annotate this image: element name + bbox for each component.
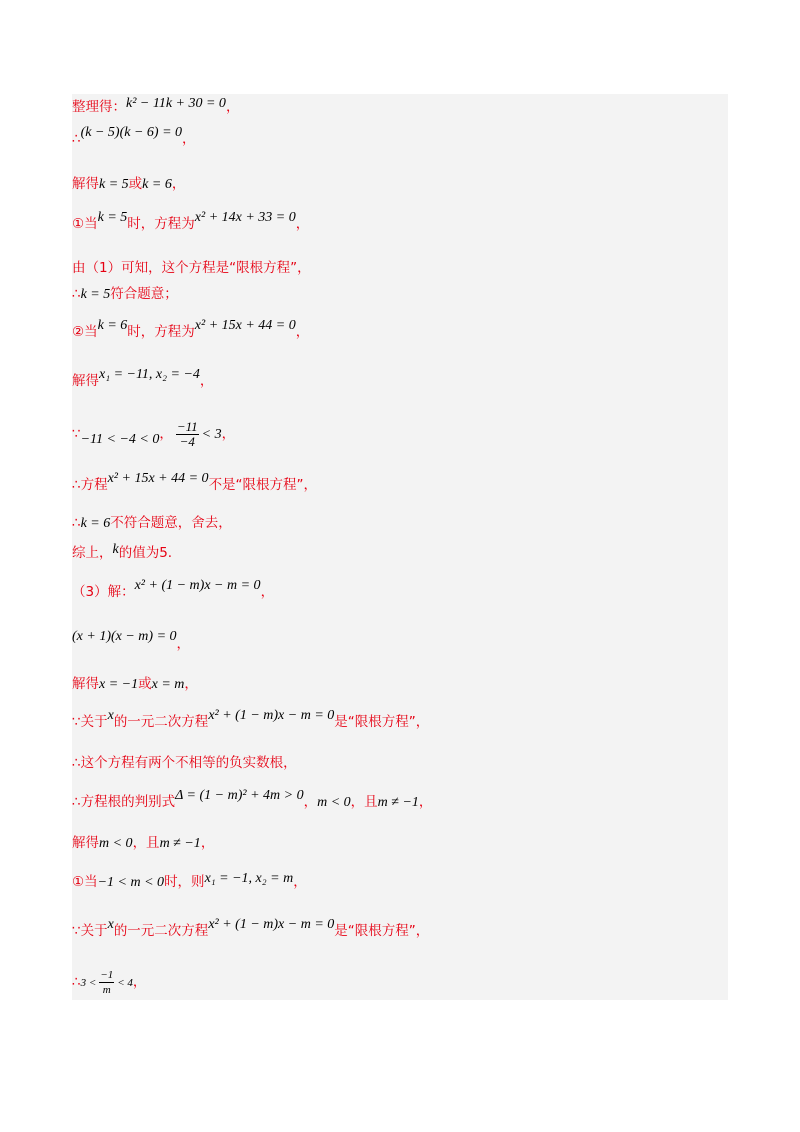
text: ， bbox=[176, 636, 191, 652]
text: 解得 bbox=[72, 176, 99, 192]
text: ， bbox=[221, 426, 236, 442]
text: 的一元二次方程 bbox=[113, 923, 209, 939]
line-20 bbox=[72, 873, 307, 892]
text: 综上， bbox=[72, 545, 113, 561]
text: ①当 bbox=[72, 874, 98, 890]
equation: −11 < −4 < 0 bbox=[80, 432, 160, 447]
text: ， bbox=[132, 974, 147, 990]
text: ， bbox=[171, 176, 186, 192]
line-3 bbox=[72, 175, 185, 194]
line-4 bbox=[72, 210, 310, 234]
text: ∴方程根的判别式 bbox=[72, 794, 176, 810]
text: 解得 bbox=[72, 373, 99, 389]
text: ， bbox=[200, 835, 215, 851]
line-22 bbox=[72, 968, 146, 997]
equation: x² + (1 − m)x − m = 0 bbox=[134, 578, 261, 593]
text: 是“限根方程”， bbox=[334, 923, 430, 939]
line-16 bbox=[72, 708, 430, 732]
therefore-symbol: ∴ bbox=[72, 974, 81, 990]
line-21 bbox=[72, 917, 430, 941]
line-1 bbox=[72, 98, 239, 117]
text: 或 bbox=[138, 676, 152, 692]
equation: x² + 14x + 33 = 0 bbox=[194, 210, 296, 225]
equation: Δ = (1 − m)² + 4m > 0 bbox=[175, 788, 304, 803]
text: ②当 bbox=[72, 324, 98, 340]
equation: x = −1 bbox=[99, 677, 139, 692]
text: ， bbox=[303, 794, 318, 810]
equation: x² + 15x + 44 = 0 bbox=[107, 471, 209, 486]
equation: k = 6 bbox=[142, 177, 172, 192]
text: ∴方程 bbox=[72, 477, 108, 493]
text: ， bbox=[295, 324, 310, 340]
text: 不是“限根方程”， bbox=[208, 477, 318, 493]
equation: k = 6 bbox=[97, 318, 128, 333]
line-7 bbox=[72, 318, 310, 342]
text: ①当 bbox=[72, 216, 98, 232]
text: （3）解： bbox=[72, 584, 135, 600]
text: 解得 bbox=[72, 676, 99, 692]
equation: < 3 bbox=[201, 427, 222, 442]
text: ， bbox=[260, 584, 275, 600]
fraction-numerator: −1 bbox=[100, 969, 114, 981]
line-13 bbox=[72, 578, 275, 602]
equation: x₁ = −1, x₂ = m bbox=[204, 871, 294, 886]
text: 的值为5. bbox=[118, 545, 173, 561]
fraction bbox=[176, 420, 199, 449]
variable: x bbox=[107, 917, 114, 932]
text: 或 bbox=[128, 176, 143, 192]
text: 由（1）可知，这个方程是“限根方程”， bbox=[72, 260, 311, 276]
equation: k = 5 bbox=[97, 210, 128, 225]
equation: x₁ = −11, x₂ = −4 bbox=[99, 367, 200, 382]
equation: x² + (1 − m)x − m = 0 bbox=[208, 917, 335, 932]
fraction-denominator: −4 bbox=[179, 434, 195, 449]
text: ， bbox=[295, 216, 310, 232]
equation: m < 0 bbox=[317, 795, 351, 810]
equation: (x + 1)(x − m) = 0 bbox=[72, 629, 177, 644]
therefore-symbol: ∴ bbox=[72, 131, 81, 147]
line-14 bbox=[72, 627, 191, 652]
line-19 bbox=[72, 834, 214, 853]
variable: k bbox=[112, 542, 119, 557]
text: ∵关于 bbox=[72, 923, 108, 939]
text: ， bbox=[182, 131, 196, 147]
line-10 bbox=[72, 471, 318, 495]
text: ， bbox=[159, 426, 173, 442]
line-2 bbox=[72, 125, 196, 149]
because-symbol: ∵ bbox=[72, 426, 81, 442]
text: ，且 bbox=[350, 794, 378, 810]
equation: 3 < bbox=[80, 977, 97, 989]
text: ， bbox=[418, 794, 433, 810]
line-5 bbox=[72, 259, 311, 277]
text: 时，则 bbox=[164, 874, 205, 890]
equation: k = 6 bbox=[80, 516, 111, 531]
text: ∴这个方程有两个不相等的负实数根， bbox=[72, 755, 297, 771]
equation: x² + (1 − m)x − m = 0 bbox=[208, 708, 335, 723]
equation: m ≠ −1 bbox=[159, 836, 201, 851]
equation: m ≠ −1 bbox=[377, 795, 419, 810]
equation: k = 5 bbox=[80, 287, 111, 302]
equation: m < 0 bbox=[99, 836, 133, 851]
line-9 bbox=[72, 420, 235, 449]
equation: x² + 15x + 44 = 0 bbox=[194, 318, 296, 333]
therefore-symbol: ∴ bbox=[72, 286, 81, 302]
text: 解得 bbox=[72, 835, 99, 851]
fraction bbox=[99, 968, 114, 997]
variable: x bbox=[107, 708, 114, 723]
equation: −1 < m < 0 bbox=[97, 875, 165, 890]
text: ， bbox=[225, 99, 240, 115]
text: 不符合题意，舍去， bbox=[110, 515, 232, 531]
equation: < 4 bbox=[117, 977, 133, 989]
line-8 bbox=[72, 367, 214, 391]
equation: (k − 5)(k − 6) = 0 bbox=[80, 125, 183, 140]
equation: x = m bbox=[151, 677, 185, 692]
text: ， bbox=[293, 874, 307, 890]
line-6 bbox=[72, 285, 178, 304]
text: ∵关于 bbox=[72, 714, 108, 730]
equation: k = 5 bbox=[99, 177, 129, 192]
text: 时，方程为 bbox=[127, 324, 195, 340]
text: 符合题意； bbox=[110, 286, 178, 302]
line-17 bbox=[72, 754, 297, 772]
therefore-symbol: ∴ bbox=[72, 515, 81, 531]
text: 整理得： bbox=[72, 99, 126, 115]
text: ， bbox=[199, 373, 214, 389]
equation: k² − 11k + 30 = 0 bbox=[126, 96, 226, 111]
text: ， bbox=[184, 676, 198, 692]
text: 的一元二次方程 bbox=[113, 714, 209, 730]
fraction-denominator: m bbox=[102, 984, 111, 996]
text: ，且 bbox=[132, 835, 160, 851]
fraction-numerator: −11 bbox=[176, 419, 198, 434]
line-11 bbox=[72, 514, 232, 533]
line-15 bbox=[72, 675, 198, 694]
text: 是“限根方程”， bbox=[334, 714, 430, 730]
line-12 bbox=[72, 544, 172, 563]
text: 时，方程为 bbox=[127, 216, 195, 232]
line-18 bbox=[72, 788, 433, 812]
